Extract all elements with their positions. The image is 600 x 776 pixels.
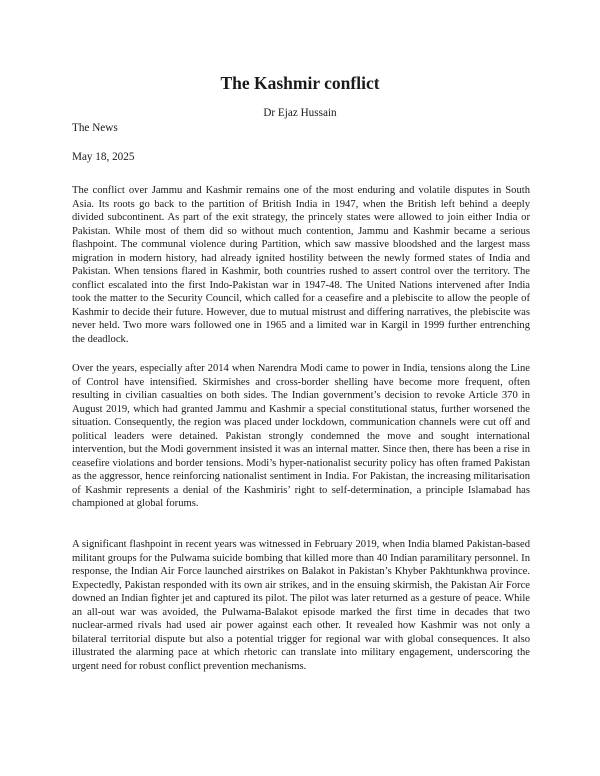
article-author: Dr Ejaz Hussain [263, 107, 337, 119]
body-paragraph: Over the years, especially after 2014 when Narendra Modi came to power in India, tensions along the Line of Control have intensified. Skirmishes and cross-border shelling have become more frequent, often resulting in civilian casualties on both sides. The Indian government’s decision to revoke Article 370 in August 2019, which had granted Jammu and Kashmir a special constitutional status, further worsened the situation. Consequently, the region was placed under lockdown, communication channels were cut off and political leaders were detained. Pakistan strongly condemned the move and sought international intervention, but the Modi government insisted it was an internal matter. Since then, there has been a rise in ceasefire violations and border tensions. Modi’s hyper-nationalist security policy has often framed Pakistan as the aggressor, hence reinforcing nationalist sentiment in India. For Pakistan, the increasing militarisation of Kashmir represents a denial of the Kashmiris’ right to self-determination, a principle Islamabad has championed at global forums. [72, 363, 530, 510]
article-source: The News [72, 122, 118, 134]
article-title: The Kashmir conflict [220, 73, 380, 93]
article-date: May 18, 2025 [72, 151, 135, 163]
body-paragraph: The conflict over Jammu and Kashmir remains one of the most enduring and volatile disputes in South Asia. Its roots go back to the partition of British India in 1947, when the British left behind a deeply divided subcontinent. As part of the exit strategy, the princely states were allowed to join either India or Pakistan. While most of them did so without much contention, Jammu and Kashmir became a serious flashpoint. The communal violence during Partition, which saw massive bloodshed and the largest mass migration in modern history, had already ignited hostility between the newly formed states of India and Pakistan. When tensions flared in Kashmir, both countries rushed to assert control over the territory. The conflict escalated into the first Indo-Pakistan war in 1947-48. The United Nations intervened after India took the matter to the Security Council, which called for a ceasefire and a plebiscite to allow the people of Kashmir to decide their future. However, due to mutual mistrust and differing narratives, the plebiscite was never held. Two more wars followed one in 1965 and a limited war in Kargil in 1999 further entrenching the deadlock. [72, 185, 530, 346]
body-paragraph: A significant flashpoint in recent years was witnessed in February 2019, when India blamed Pakistan-based militant groups for the Pulwama suicide bombing that killed more than 40 Indian paramilitary personnel. In response, the Indian Air Force launched airstrikes on Balakot in Pakistan’s Khyber Pakhtunkhwa province. Expectedly, Pakistan responded with its own air strikes, and in the ensuing skirmish, the Pakistan Air Force downed an Indian fighter jet and captured its pilot. The pilot was later returned as a gesture of peace. While an all-out war was avoided, the Pulwama-Balakot episode marked the first time in decades that two nuclear-armed rivals had used air power against each other. It revealed how Kashmir was not only a bilateral territorial dispute but also a potential trigger for regional war with global consequences. It also illustrated the alarming pace at which rhetoric can translate into military engagement, underscoring the urgent need for robust conflict prevention mechanisms. [72, 539, 530, 672]
